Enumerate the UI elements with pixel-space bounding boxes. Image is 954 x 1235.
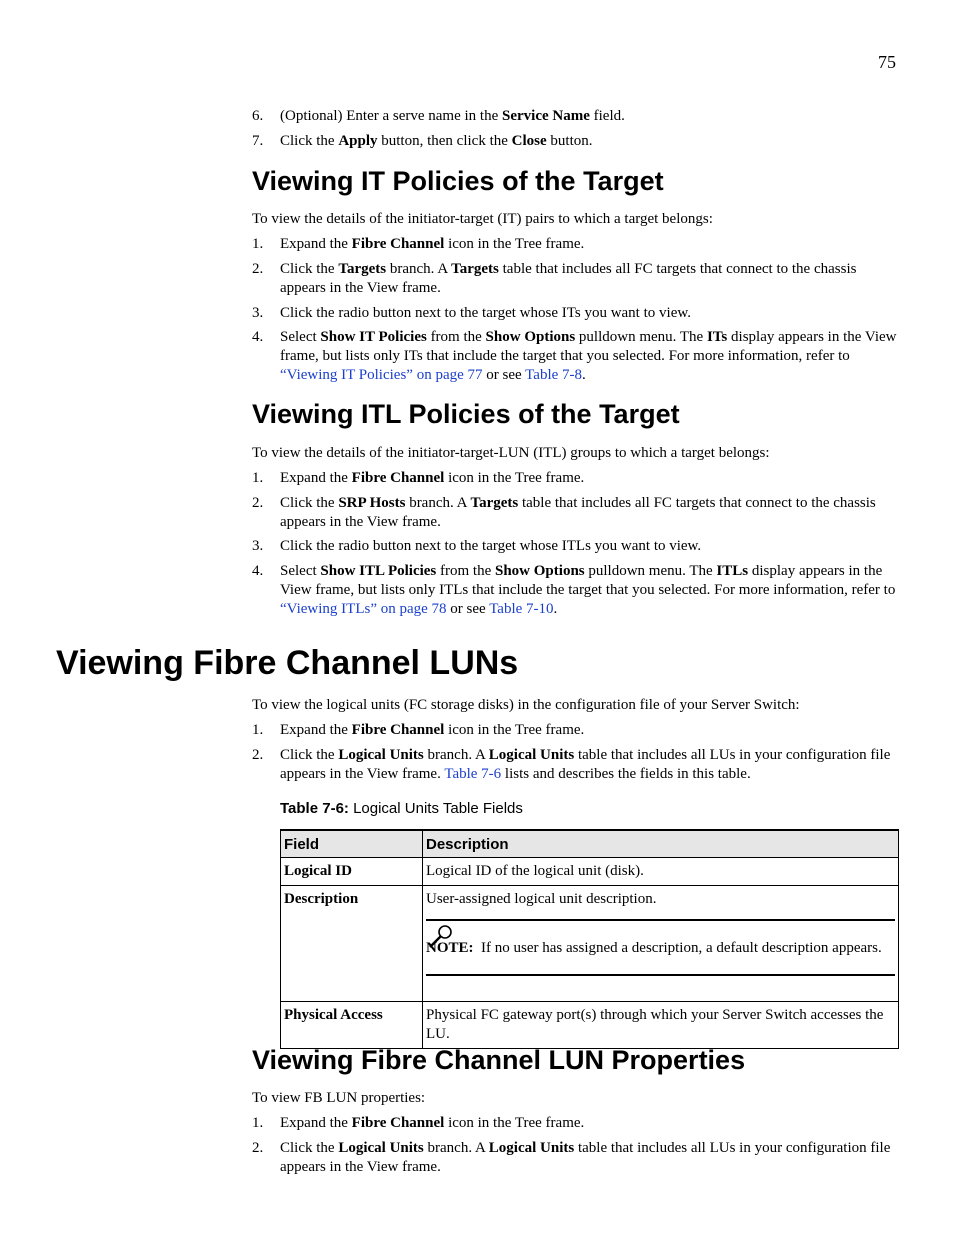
heading-fibre-channel-luns: Viewing Fibre Channel LUNs [56,644,519,682]
step-text: branch. A [423,1140,489,1156]
step-text: or see [482,367,526,383]
itl-step-2 [252,494,902,532]
step-text: Click the [280,495,339,511]
step-7 [252,132,902,151]
intro-props: To view FB LUN properties: [252,1090,426,1106]
step-text: display appears in the View frame, but lists only ITLs that include the target that you selected. For more information, refer to [280,563,896,598]
description-text: User-assigned logical unit description. [426,891,657,907]
it-step-2 [252,260,902,298]
step-text: field. [589,108,625,124]
step-text: icon in the Tree frame. [444,1115,585,1131]
page-number: 75 [878,52,896,72]
step-text: from the [426,329,486,345]
cell-field: Description [281,886,423,1002]
it-step-4 [252,328,902,385]
step-text: Expand the [280,1115,352,1131]
step-bold: Logical Units [488,747,575,763]
step-bold: Apply [338,133,378,149]
table-row [281,886,899,1002]
step-text: Expand the [280,470,352,486]
table-row [281,858,899,886]
itl-step-3 [252,537,902,556]
cell-field: Physical Access [281,1002,423,1049]
note-body: If no user has assigned a description, a default description appears. [473,940,882,956]
step-bold: ITs [706,329,728,345]
step-text: Click the [280,1140,339,1156]
luns-step-2 [252,746,902,784]
step-bold: Targets [470,495,519,511]
step-text: branch. A [386,261,452,277]
step-number: 2. [252,747,264,763]
link-table-7-8[interactable]: Table 7-8 [525,367,583,383]
step-number: 4. [252,563,264,579]
step-bold: Service Name [502,108,590,124]
heading-itl-policies: Viewing ITL Policies of the Target [252,399,680,429]
caption-label: Table 7-6: [280,800,349,817]
intro-luns: To view the logical units (FC storage disks) in the configuration file of your Server Switch: [252,697,800,713]
note-rule-bottom [426,974,895,976]
step-text: Click the [280,747,339,763]
link-table-7-10[interactable]: Table 7-10 [489,601,554,617]
step-bold: Show Options [495,563,585,579]
step-text: table that includes all LUs in your configuration file appears in the View frame. [280,1140,891,1175]
step-bold: Fibre Channel [351,470,445,486]
step-bold: SRP Hosts [338,495,406,511]
intro-itl: To view the details of the initiator-target-LUN (ITL) groups to which a target belongs: [252,445,770,461]
cell-description: Physical FC gateway port(s) through which your Server Switch accesses the LU. [423,1002,899,1049]
step-number: 1. [252,722,264,738]
step-number: 2. [252,495,264,511]
note-text [426,939,882,958]
step-bold: Targets [451,261,499,277]
step-number: 2. [252,1140,264,1156]
step-text: table that includes all LUs in your configuration file appears in the View frame. [280,747,891,782]
table-header-row [281,830,899,858]
step-bold: Show IT Policies [320,329,427,345]
step-text: lists and describes the fields in this table. [501,766,751,782]
props-step-1 [252,1114,902,1133]
step-text: branch. A [405,495,471,511]
itl-step-4 [252,562,902,619]
step-number: 2. [252,261,264,277]
step-bold: Close [511,133,547,149]
step-bold: Fibre Channel [351,236,445,252]
step-text: Click the [280,261,339,277]
note-label: NOTE: [426,940,474,956]
step-text: icon in the Tree frame. [444,470,585,486]
step-bold: Logical Units [488,1140,575,1156]
step-6 [252,107,902,126]
step-text: button, then click the [377,133,512,149]
props-step-2 [252,1139,902,1177]
step-text: Expand the [280,236,352,252]
step-number: 6. [252,108,264,124]
step-bold: Logical Units [338,747,424,763]
column-header-field: Field [281,830,423,858]
step-number: 4. [252,329,264,345]
step-text: (Optional) Enter a serve name in the [280,108,502,124]
step-text: Select [280,563,321,579]
step-text: icon in the Tree frame. [444,236,585,252]
link-viewing-it-policies[interactable]: “Viewing IT Policies” on page 77 [280,367,483,383]
step-text: Click the radio button next to the target whose ITs you want to view. [280,305,691,321]
logical-units-table [280,829,899,1049]
step-text: . [553,601,558,617]
cell-description [423,886,899,1002]
cell-description: Logical ID of the logical unit (disk). [423,858,899,886]
step-text: pulldown menu. The [584,563,717,579]
heading-lun-properties: Viewing Fibre Channel LUN Properties [252,1045,746,1075]
step-bold: ITLs [716,563,749,579]
step-bold: Fibre Channel [351,722,445,738]
table-caption [280,800,523,817]
note-rule-top [426,919,895,921]
step-bold: Fibre Channel [351,1115,445,1131]
step-text: Click the [280,133,339,149]
step-text: button. [546,133,593,149]
luns-step-1 [252,721,902,740]
column-header-description: Description [423,830,899,858]
note-block [426,909,895,997]
table-row [281,1002,899,1049]
step-text: table that includes all FC targets that connect to the chassis appears in the View frame. [280,261,857,296]
step-bold: Logical Units [338,1140,424,1156]
step-text: Select [280,329,321,345]
step-text: table that includes all FC targets that connect to the chassis appears in the View frame. [280,495,876,530]
step-bold: Show ITL Policies [320,563,437,579]
it-step-1 [252,235,902,254]
step-text: Click the radio button next to the target whose ITLs you want to view. [280,538,702,554]
step-bold: Targets [338,261,387,277]
step-text: Expand the [280,722,352,738]
step-text: or see [446,601,490,617]
step-number: 3. [252,305,264,321]
cell-field: Logical ID [281,858,423,886]
heading-it-policies: Viewing IT Policies of the Target [252,166,664,196]
step-number: 1. [252,1115,264,1131]
step-text: from the [436,563,495,579]
step-number: 3. [252,538,264,554]
link-viewing-itls[interactable]: “Viewing ITLs” on page 78 [280,601,447,617]
step-text: icon in the Tree frame. [444,722,585,738]
step-text: pulldown menu. The [575,329,707,345]
step-text: branch. A [423,747,489,763]
caption-text: Logical Units Table Fields [348,800,523,817]
intro-it: To view the details of the initiator-target (IT) pairs to which a target belongs: [252,211,713,227]
step-number: 1. [252,236,264,252]
link-table-7-6[interactable]: Table 7-6 [444,766,502,782]
step-bold: Show Options [485,329,576,345]
step-text: display appears in the View frame, but lists only ITs that include the target that you selected. For more information, refer to [280,329,897,364]
itl-step-1 [252,469,902,488]
step-text: . [582,367,586,383]
it-step-3 [252,304,902,323]
step-number: 1. [252,470,264,486]
step-number: 7. [252,133,264,149]
